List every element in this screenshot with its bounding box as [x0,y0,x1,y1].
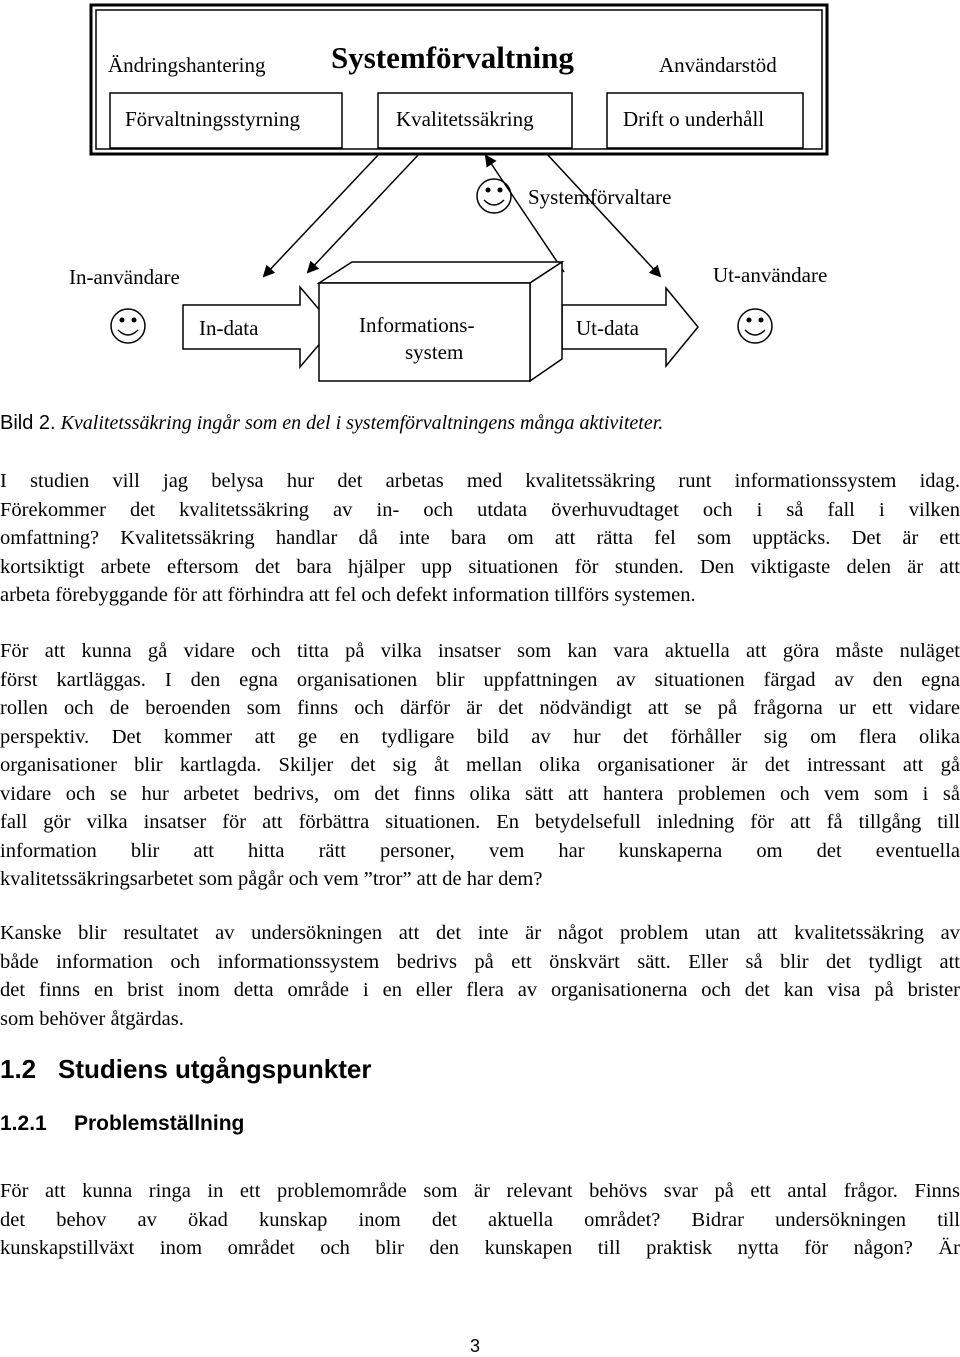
section-heading [0,1054,371,1085]
label-ut-data: Ut-data [576,316,639,340]
paragraph-line: information blir att hitta rätt personer, vem har kunskaperna om det eventuella [0,839,960,862]
paragraph-line: perspektiv. Det kommer att ge en tydligare bild av hur det förhåller sig om flera olika [0,725,960,748]
smiley-ut-anvandare-icon [738,309,772,343]
paragraph-line: organisationer blir kartlagda. Skiljer det sig åt mellan olika organisationer är det intressant att gå [0,754,960,776]
figure-caption [0,412,663,435]
paragraph-line: som behöver åtgärdas. [0,1007,184,1030]
label-anvandarstod: Användarstöd [659,53,777,77]
arrow-to-ut-anvandare [546,153,660,276]
paragraph-line: först kartläggas. I den egna organisationen blir uppfattningen av situationen färgad av den egna [0,668,960,691]
paragraph-line: både information och informationssystem bedrivs på ett önskvärt sätt. Eller så blir det tydligt att [0,950,960,973]
paragraph-line: arbeta förebyggande för att förhindra att fel och defekt information tillförs systemen. [0,584,696,606]
paragraph-line: kunskapstillväxt inom området och blir den kunskapen till praktisk nytta för någon? Är [0,1237,960,1259]
subsection-heading [0,1112,244,1136]
section-number: 1.2 [0,1054,37,1084]
arrow-to-box [486,156,564,272]
label-ut-anvandare: Ut-användare [713,263,828,287]
paragraph-4 [0,1177,960,1263]
paragraph-line: omfattning? Kvalitetssäkring handlar då inte bara om att rätta fel som upptäcks. Det är ett [0,527,960,549]
paragraph-line: det behov av ökad kunskap inom det aktuella området? Bidrar undersökningen till [0,1208,960,1231]
label-kvalitetssakring: Kvalitetssäkring [396,107,534,131]
paragraph-line: Kanske blir resultatet av undersökningen att det inte är något problem utan att kvalitetssäkring av [0,922,960,944]
paragraph-3 [0,919,960,1033]
paragraph-line: vidare och se hur arbetet bedrivs, om det finns olika sätt att hantera problemen och vem som i så [0,782,960,805]
label-system: system [405,340,464,364]
page-number: 3 [470,1336,481,1356]
paragraph-line: För att kunna ringa in ett problemområde som är relevant behövs svar på ett antal frågor. Finns [0,1180,960,1202]
paragraph-line: fall gör vilka insatser för att förbättra situationen. En betydelsefull inledning för att få tillgång till [0,811,960,833]
paragraph-line: kortsiktigt arbete eftersom det bara hjälper upp situationen för stunden. Den viktigaste delen är att [0,555,960,578]
label-drift-o-underhall: Drift o underhåll [623,107,765,131]
paragraph-line: rollen och de beroenden som finns och därför är det nödvändigt att se på frågorna ur ett vidare [0,697,960,719]
label-andringshantering: Ändringshantering [108,53,266,77]
paragraph-line: För att kunna gå vidare och titta på vilka insatser som kan vara aktuella att göra måste nuläget [0,640,960,662]
paragraph-line: Förekommer det kvalitetssäkring av in- och utdata överhuvudtaget och i så fall i vilken [0,498,960,521]
label-in-data: In-data [199,316,259,340]
caption-lead: Bild 2. [0,412,56,434]
caption-text: Kvalitetssäkring ingår som en del i systemförvaltningens många aktiviteter. [60,412,664,434]
paragraph-line: det finns en brist inom detta område i en eller flera av organisationerna och det kan visa på brister [0,979,960,1001]
label-systemforvaltare: Systemförvaltare [528,185,672,209]
section-title: Studiens utgångspunkter [58,1054,372,1084]
smiley-systemforvaltare-icon [477,179,511,213]
label-forvaltningsstyrning: Förvaltningsstyrning [125,107,301,131]
smiley-in-anvandare-icon [111,309,145,343]
label-in-anvandare: In-användare [69,265,180,289]
subsection-number: 1.2.1 [0,1112,47,1135]
subsection-title: Problemställning [74,1112,245,1135]
paragraph-2 [0,637,960,894]
paragraph-line: kvalitetssäkringsarbetet som pågår och vem ”tror” att de har dem? [0,868,543,890]
label-informations: Informations- [359,313,475,337]
paragraph-1 [0,467,960,610]
paragraph-line: I studien vill jag belysa hur det arbetas med kvalitetssäkring runt informationssystem idag. [0,470,960,492]
diagram-title: Systemförvaltning [331,40,574,75]
